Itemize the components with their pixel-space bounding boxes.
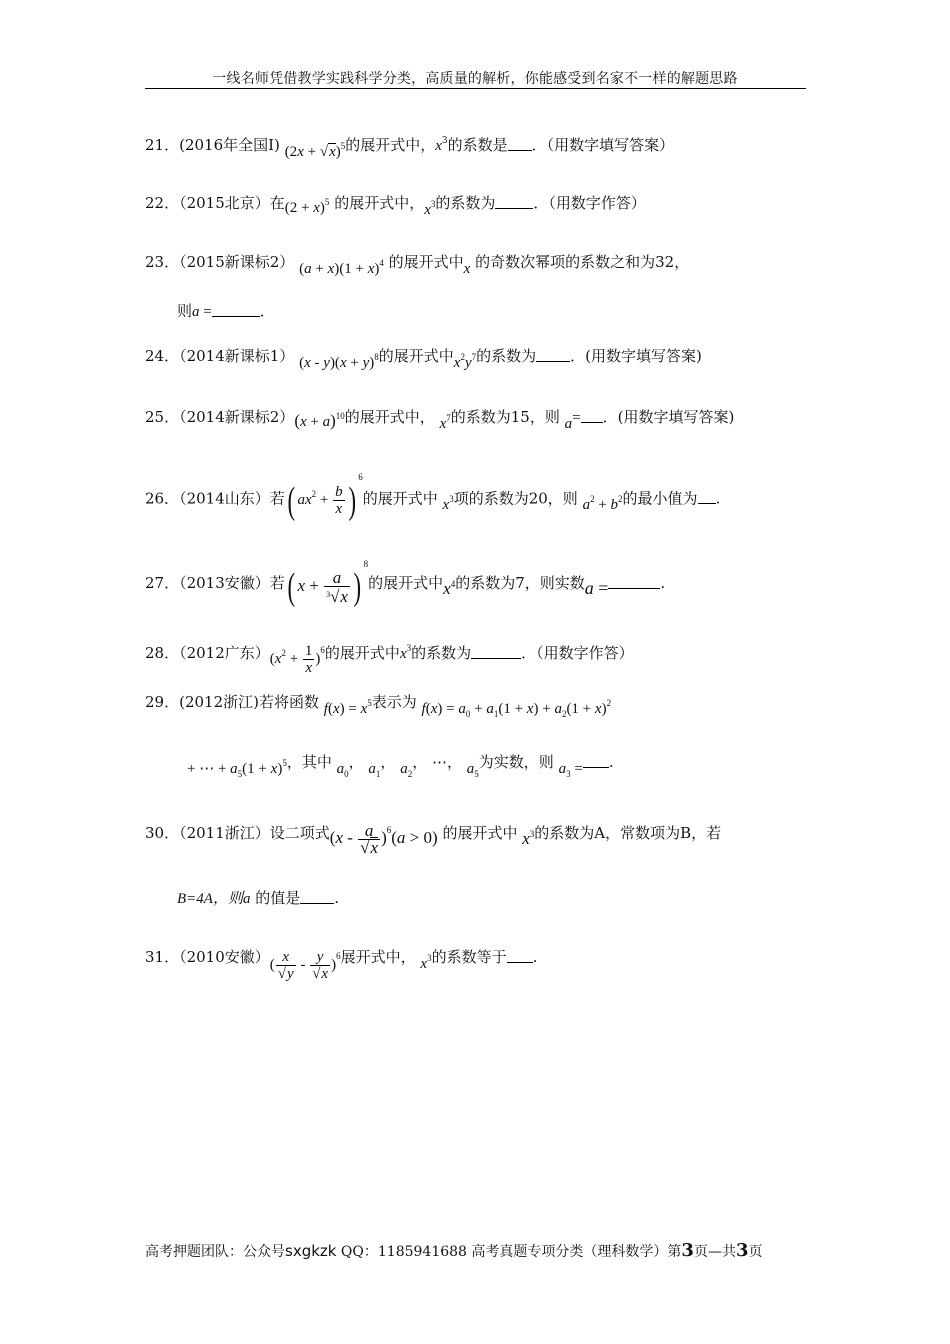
problem-number: 22． [145,194,180,212]
problem-source: (2016年全国I) [179,136,280,154]
footer-desc: 高考真题专项分类（理科数学）第 [471,1244,682,1260]
problem-source: （2014新课标2） [179,408,295,426]
problem-number: 26． [145,489,180,508]
answer-blank [583,757,609,768]
math-expression: $(2 + x)^5$ [284,197,330,216]
math-term: a [584,578,594,599]
answer-blank [698,489,716,504]
math-term: $a^2 + b^2$ [582,494,623,514]
math-term: $x^3$ [424,199,436,218]
problem-27: 27．（2013安徽）若( x + $\frac{a}{^3√x}$ )$^8$的展开式中$x^4$的系数为7，则实数a = . [145,558,665,610]
answer-blank [581,408,603,423]
answer-blank [471,644,521,659]
math-term: x [463,261,471,277]
math-term: a [242,891,251,907]
problem-source: （2015新课标2） [179,253,295,271]
header-rule [145,88,806,89]
math-term: $x^3$ [442,494,454,514]
math-term: a [564,416,573,432]
math-term: $a_0$ [336,761,349,779]
math-expression: $(x - y)(x + y)^8$ [299,352,379,371]
problem-number: 27． [145,574,180,593]
problem-number: 23． [145,253,180,271]
footer-page: 3 [681,1240,694,1261]
problem-number: 29． [145,693,180,711]
answer-blank [300,889,334,904]
math-term: x [435,138,442,154]
math-term: $x^7$ [439,413,451,432]
math-expression: $(x + a)^{10}$ [294,411,345,430]
math-expression: $(a + x)(1 + x)^4$ [299,258,384,277]
math-term: $a_3$ [558,761,571,779]
math-expression: ( $ax^2$ + $\frac{b}{x}$ )$^6$ [287,472,363,522]
problem-source: （2013安徽）若 [179,574,285,593]
math-expression: $f(x) = x^5$ [323,698,372,717]
math-expression: ($x^2$ + $\frac{1}{x}$ )$^6$ [269,643,325,677]
problem-source: （2014新课标1） [179,347,295,365]
problem-30: 30．（2011浙江）设二项式(x - $\frac{a}{√x}$ )$^6$(a > 0) 的展开式中 $x^3$的系数为A，常数项为B，若 [145,820,722,857]
problem-22: 22．（2015北京）在$(2 + x)^5$ 的展开式中，$x^3$的系数为 ．（用数字作答） [145,194,646,218]
problem-23-continuation: 则a = ． [177,302,275,320]
problem-source: （2011浙江）设二项式 [179,823,330,842]
problem-number: 24． [145,347,180,365]
problem-28: 28．（2012广东）($x^2$ + $\frac{1}{x}$ )$^6$的展开式中$x^3$的系数为 ．（用数字作答） [145,636,634,672]
answer-blank [508,136,532,151]
answer-blank [212,302,260,317]
math-term: a [192,304,200,320]
math-term: $x^2y^7$ [453,352,477,371]
page-header: 一线名师凭借教学实践科学分类，高质量的解析，你能感受到名家不一样的解题思路 [212,71,738,87]
math-term: $a_2$ [400,761,413,779]
math-expression: + ⋯ + $a_5(1 + x)^5$ [187,758,287,779]
answer-blank [536,347,570,362]
math-expression: $(2x + √x)^5$ [284,141,346,160]
footer-total: 3 [735,1240,749,1261]
page-footer: 高考押题团队：公众号sxgkzk QQ：1185941688 高考真题专项分类（理科数学）第3页—共3页 [145,1240,763,1261]
footer-team: 高考押题团队：公众号 [145,1244,285,1260]
math-expression: $f(x) = a_0 + a_1(1 + x) + a_2(1 + x)^2$ [421,698,612,719]
problem-26: 26．（2014山东）若( $ax^2$ + $\frac{b}{x}$ )$^6$的展开式中 $x^3$项的系数为20，则 $a^2 + b^2$的最小值为 . [145,473,720,526]
math-expression: ( x + $\frac{a}{^3√x}$ )$^8$ [287,559,369,609]
answer-blank [507,948,533,963]
math-term: $x^4$ [443,579,456,599]
problem-number: 25． [145,408,180,426]
problem-source: （2014山东）若 [179,489,285,508]
problem-source: （2012广东） [179,644,270,663]
math-term: $x^3$ [399,643,412,663]
math-expression: ( $\frac{x}{√y}$ - $\frac{y}{√x}$ )$^6$ [269,949,341,983]
answer-blank [495,194,533,209]
footer-qq: 1185941688 [377,1244,467,1260]
problem-29-continuation: + ⋯ + $a_5(1 + x)^5$，其中 $a_0$， $a_1$， $a_2$， ⋯， $a_5$为实数，则 $a_3$ = . [187,753,614,779]
problem-source: (2012浙江)若将函数 [179,693,319,711]
problem-30-continuation: B=4A，则a 的值是 . [177,889,340,907]
problem-source: （2015北京）在 [179,194,285,212]
footer-account: sxgkzk [285,1242,337,1260]
problem-number: 31． [145,948,180,967]
answer-blank [608,574,660,589]
math-term: $x^3$ [522,828,535,848]
math-term: $a_5$ [466,761,479,779]
problem-29: 29．(2012浙江)若将函数 $f(x) = x^5$表示为 $f(x) = a_0 + a_1(1 + x) + a_2(1 + x)^2$ [145,693,612,719]
problem-source: （2010安徽） [179,948,270,967]
problem-31: 31．（2010安徽）( $\frac{x}{√y}$ - $\frac{y}{√x}$ )$^6$展开式中， $x^3$的系数等于 . [145,940,537,976]
math-term: $a_1$ [368,761,381,779]
problem-25: 25．（2014新课标$2)(x + a)^{10}$的展开式中， $x^7$的系数为15，则 a= ．(用数字填写答案) [145,408,735,432]
problem-24: 24．（2014新课标1） $(x - y)(x + y)^8$的展开式中$x^2y^7$的系数为 ．(用数字填写答案) [145,347,702,371]
math-expression: (x - $\frac{a}{√x}$ )$^6$(a > 0) [329,820,438,857]
problem-21: 21．(2016年全国I) $(2x + √x)^5$的展开式中，$x^3$的系数是 ．（用数字填写答案） [145,136,675,160]
problem-number: 30． [145,823,180,842]
problem-23: 23．（2015新课标2） $(a + x)(1 + x)^4$ 的展开式中x 的奇数次幂项的系数之和为32， [145,253,690,277]
ellipsis: ⋯ [432,755,447,771]
problem-number: 21． [145,136,180,154]
problem-number: 28． [145,644,180,663]
math-term: $x^3$ [420,953,432,973]
footer-qq-label: QQ： [340,1244,378,1260]
